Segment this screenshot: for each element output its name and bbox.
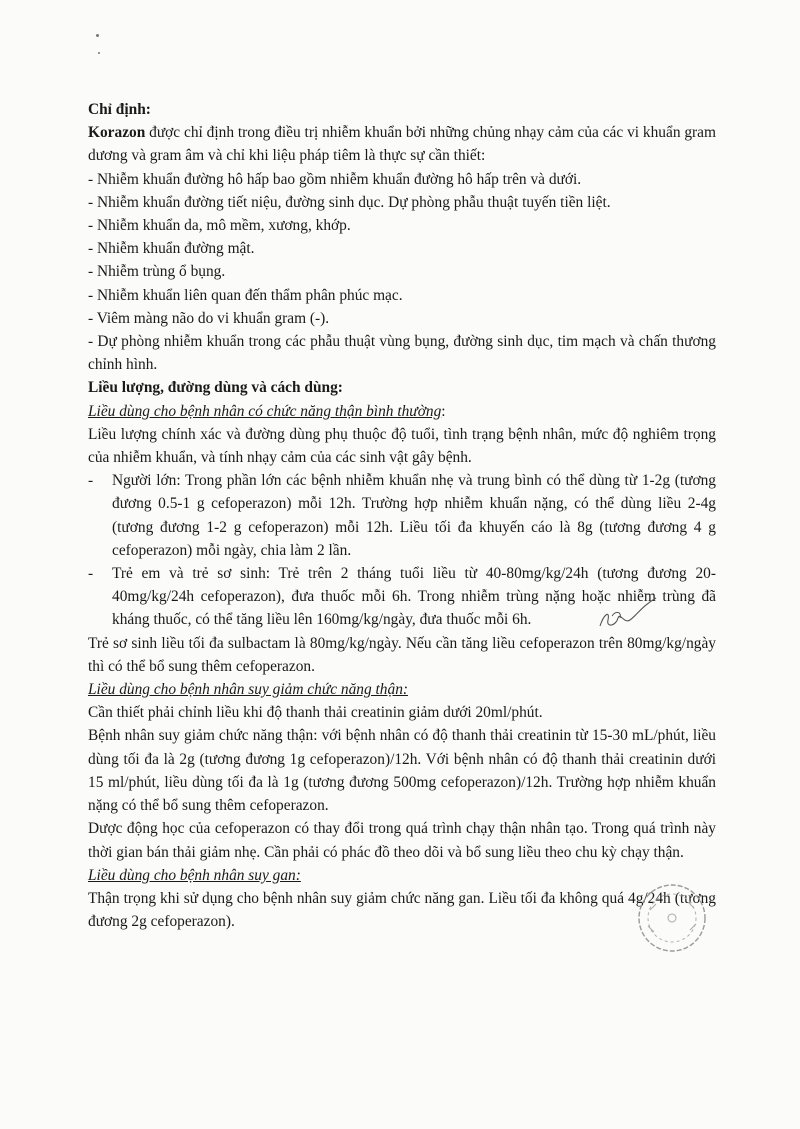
indications-intro — [88, 121, 716, 167]
scan-speck — [98, 52, 100, 54]
normal-renal-subheading — [88, 400, 716, 423]
scan-speck — [96, 34, 99, 37]
adult-dose-item — [88, 469, 716, 562]
renal-subheading: Liều dùng cho bệnh nhân suy giảm chức năng thận: — [88, 681, 409, 699]
renal-paragraph-1: Cần thiết phải chỉnh liều khi độ thanh thải creatinin giảm dưới 20ml/phút. — [88, 704, 543, 722]
indication-item: - Nhiễm trùng ổ bụng. — [88, 263, 226, 281]
hepatic-subheading: Liều dùng cho bệnh nhân suy gan: — [88, 866, 301, 884]
handwritten-signature — [594, 596, 660, 636]
hepatic-paragraph: Thận trọng khi sử dụng cho bệnh nhân suy giảm chức năng gan. Liều tối đa không quá 4g/24h (tương đương 2g cefoperazon). — [88, 889, 716, 931]
renal-paragraph-3: Dược động học của cefoperazon có thay đổi trong quá trình chạy thận nhân tạo. Trong quá trình này thời gian bán thải giảm nhẹ. Cần phải có phác đồ theo dõi và bổ sung liều theo chu kỳ chạy thận. — [88, 820, 716, 861]
dosage-heading: Liều lượng, đường dùng và cách dùng: — [88, 379, 343, 397]
product-name: Korazon — [88, 124, 146, 142]
indication-item: - Nhiễm khuẩn da, mô mềm, xương, khớp. — [88, 217, 351, 235]
child-dose-text: Trẻ em và trẻ sơ sinh: Trẻ trên 2 tháng tuổi liều từ 40-80mg/kg/24h (tương đương 20-40mg/kg/24h cefoperazon), đưa thuốc mỗi 6h. Trong nhiễm trùng nặng hoặc nhiễm trùng đã kháng thuốc, có thể tăng liều lên 160mg/kg/ngày, đưa thuốc mỗi 6h. — [112, 565, 716, 629]
normal-renal-subheading-text: Liều dùng cho bệnh nhân có chức năng thận bình thường — [88, 402, 442, 420]
indications-intro-text: được chỉ định trong điều trị nhiễm khuẩn bởi những chủng nhạy cảm của các vi khuẩn gram dương và gram âm và chỉ khi liệu pháp tiêm là thực sự cần thiết: — [88, 124, 716, 165]
bullet-dash: - — [88, 565, 94, 583]
indications-heading: Chỉ định: — [88, 101, 151, 118]
company-seal — [636, 882, 708, 954]
indication-item: - Nhiễm khuẩn đường mật. — [88, 240, 255, 258]
bullet-dash: - — [88, 472, 94, 490]
indication-item: - Dự phòng nhiễm khuẩn trong các phẫu thuật vùng bụng, đường sinh dục, tim mạch và chấn thương chỉnh hình. — [88, 333, 716, 374]
renal-paragraph-2: Bệnh nhân suy giảm chức năng thận: với bệnh nhân có độ thanh thải creatinin từ 15-30 mL/phút, liều dùng tối đa là 2g (tương đương 1g cefoperazon)/12h. Với bệnh nhân có độ thanh thải creatinin dưới 15 ml/phút, liều dùng tối đa là 1g (tương đương 500mg cefoperazon)/12h. Trường hợp nhiễm khuẩn nặng có thể bổ sung thêm cefoperazon. — [88, 727, 716, 815]
indication-item: - Viêm màng não do vi khuẩn gram (-). — [88, 309, 330, 327]
adult-dose-text: Người lớn: Trong phần lớn các bệnh nhiễm khuẩn nhẹ và trung bình có thể dùng từ 1-2g (tương đương 0.5-1 g cefoperazon) mỗi 12h. Trường hợp nhiễm khuẩn nặng, có thể dùng liều 2-4g (tương đương 1-2 g cefoperazon) mỗi 12h. Liều tối đa khuyến cáo là 8g (tương đương 4 g cefoperazon) mỗi ngày, chia làm 2 lần. — [112, 472, 716, 559]
document-page — [88, 98, 716, 933]
neonate-dose: Trẻ sơ sinh liều tối đa sulbactam là 80mg/kg/ngày. Nếu cần tăng liều cefoperazon trên 80mg/kg/ngày thì có thể bổ sung thêm cefoperazon. — [88, 634, 716, 675]
indication-item: - Nhiễm khuẩn đường tiết niệu, đường sinh dục. Dự phòng phẫu thuật tuyến tiền liệt. — [88, 193, 611, 211]
dosage-intro: Liều lượng chính xác và đường dùng phụ thuộc độ tuổi, tình trạng bệnh nhân, mức độ nghiêm trọng của nhiễm khuẩn, và tính nhạy cảm của các sinh vật gây bệnh. — [88, 425, 716, 467]
indication-item: - Nhiễm khuẩn đường hô hấp bao gồm nhiễm khuẩn đường hô hấp trên và dưới. — [88, 170, 582, 188]
subheading-colon: : — [441, 402, 446, 420]
indication-item: - Nhiễm khuẩn liên quan đến thẩm phân phúc mạc. — [88, 286, 403, 304]
